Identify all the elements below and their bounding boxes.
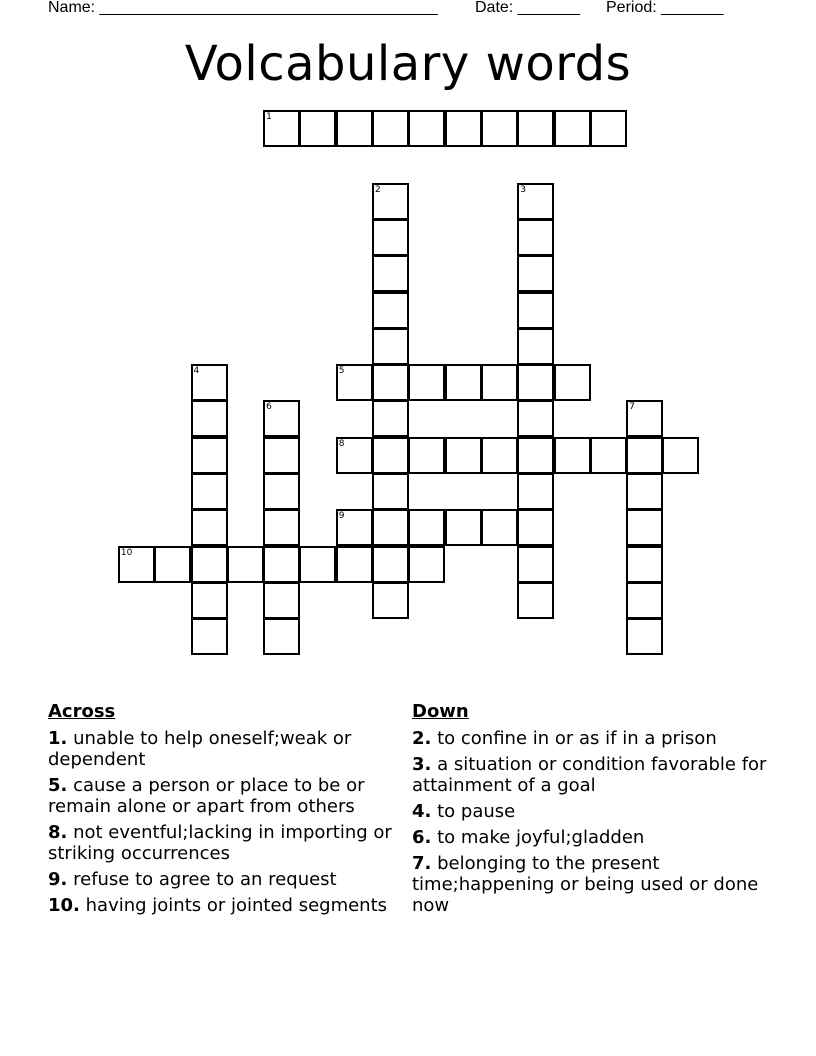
crossword-cell[interactable] bbox=[372, 364, 409, 401]
crossword-cell[interactable] bbox=[191, 473, 228, 510]
crossword-cell[interactable] bbox=[263, 509, 300, 546]
clue-text: to make joyful;gladden bbox=[437, 827, 645, 848]
clue-text: a situation or condition favorable for attainment of a goal bbox=[412, 754, 767, 796]
crossword-cell[interactable] bbox=[626, 582, 663, 619]
clue-text: unable to help oneself;weak or dependent bbox=[48, 728, 352, 770]
across-clue-8 bbox=[48, 822, 408, 864]
crossword-cell[interactable] bbox=[590, 110, 627, 147]
clue-number: 7. bbox=[412, 853, 432, 874]
across-clues bbox=[48, 700, 408, 921]
crossword-cell[interactable] bbox=[191, 582, 228, 619]
crossword-cell[interactable] bbox=[517, 328, 554, 365]
crossword-cell[interactable] bbox=[517, 400, 554, 437]
clue-text: to pause bbox=[437, 801, 516, 822]
cell-number: 10 bbox=[120, 547, 133, 558]
across-clue-1 bbox=[48, 728, 408, 770]
crossword-cell[interactable] bbox=[408, 110, 445, 147]
clue-number: 2. bbox=[412, 728, 432, 749]
crossword-cell[interactable] bbox=[372, 255, 409, 292]
crossword-cell[interactable] bbox=[263, 546, 300, 583]
crossword-cell[interactable] bbox=[299, 546, 336, 583]
crossword-cell[interactable] bbox=[554, 437, 591, 474]
crossword-cell[interactable] bbox=[191, 364, 228, 401]
crossword-cell[interactable] bbox=[445, 110, 482, 147]
crossword-cell[interactable] bbox=[554, 110, 591, 147]
crossword-cell[interactable] bbox=[517, 437, 554, 474]
crossword-cell[interactable] bbox=[372, 582, 409, 619]
down-heading: Down bbox=[412, 701, 469, 722]
crossword-cell[interactable] bbox=[517, 292, 554, 329]
across-clue-10 bbox=[48, 895, 408, 916]
down-clue-6 bbox=[412, 827, 772, 848]
crossword-cell[interactable] bbox=[118, 546, 155, 583]
crossword-cell[interactable] bbox=[445, 509, 482, 546]
crossword-cell[interactable] bbox=[299, 110, 336, 147]
cell-number: 2 bbox=[375, 184, 381, 195]
crossword-cell[interactable] bbox=[372, 110, 409, 147]
clue-number: 8. bbox=[48, 822, 68, 843]
across-clue-5 bbox=[48, 775, 408, 817]
crossword-cell[interactable] bbox=[191, 509, 228, 546]
period-field-label[interactable]: Period: _______ bbox=[606, 0, 724, 16]
crossword-cell[interactable] bbox=[626, 618, 663, 655]
clue-text: refuse to agree to an request bbox=[73, 869, 337, 890]
crossword-cell[interactable] bbox=[626, 473, 663, 510]
crossword-cell[interactable] bbox=[336, 110, 373, 147]
crossword-cell[interactable] bbox=[336, 546, 373, 583]
crossword-cell[interactable] bbox=[554, 364, 591, 401]
crossword-cell[interactable] bbox=[408, 509, 445, 546]
crossword-cell[interactable] bbox=[408, 437, 445, 474]
clue-number: 9. bbox=[48, 869, 68, 890]
cell-number: 8 bbox=[338, 438, 345, 449]
crossword-cell[interactable] bbox=[263, 618, 300, 655]
across-clue-9 bbox=[48, 869, 408, 890]
clue-number: 1. bbox=[48, 728, 68, 749]
crossword-cell[interactable] bbox=[263, 437, 300, 474]
crossword-cell[interactable] bbox=[336, 437, 373, 474]
clue-number: 10. bbox=[48, 895, 80, 916]
cell-number: 9 bbox=[338, 511, 345, 522]
crossword-cell[interactable] bbox=[191, 400, 228, 437]
down-clue-7 bbox=[412, 853, 772, 916]
cell-number: 6 bbox=[266, 402, 272, 413]
crossword-cell[interactable] bbox=[517, 473, 554, 510]
down-clue-2 bbox=[412, 728, 772, 749]
down-clue-4 bbox=[412, 801, 772, 822]
crossword-cell[interactable] bbox=[263, 110, 300, 147]
crossword-cell[interactable] bbox=[263, 400, 300, 437]
crossword-cell[interactable] bbox=[191, 618, 228, 655]
crossword-cell[interactable] bbox=[372, 437, 409, 474]
crossword-cell[interactable] bbox=[336, 509, 373, 546]
date-field-label[interactable]: Date: _______ bbox=[475, 0, 580, 16]
crossword-cell[interactable] bbox=[481, 364, 518, 401]
clue-text: not eventful;lacking in importing or striking occurrences bbox=[48, 822, 392, 864]
crossword-cell[interactable] bbox=[662, 437, 699, 474]
crossword-cell[interactable] bbox=[517, 255, 554, 292]
across-heading: Across bbox=[48, 701, 116, 722]
crossword-cell[interactable] bbox=[191, 437, 228, 474]
crossword-cell[interactable] bbox=[408, 546, 445, 583]
clue-text: to confine in or as if in a prison bbox=[437, 728, 717, 749]
crossword-cell[interactable] bbox=[626, 509, 663, 546]
name-field-label[interactable]: Name: ______________________________________ bbox=[48, 0, 438, 16]
cell-number: 5 bbox=[338, 366, 345, 377]
crossword-cell[interactable] bbox=[626, 437, 663, 474]
crossword-cell[interactable] bbox=[372, 473, 409, 510]
page-title: Volcabulary words bbox=[184, 36, 632, 92]
cell-number: 7 bbox=[629, 402, 635, 413]
crossword-cell[interactable] bbox=[372, 183, 409, 220]
crossword-cell[interactable] bbox=[517, 219, 554, 256]
crossword-cell[interactable] bbox=[336, 364, 373, 401]
crossword-cell[interactable] bbox=[517, 183, 554, 220]
crossword-cell[interactable] bbox=[191, 546, 228, 583]
crossword-cell[interactable] bbox=[263, 582, 300, 619]
clue-text: having joints or jointed segments bbox=[85, 895, 388, 916]
crossword-cell[interactable] bbox=[517, 509, 554, 546]
crossword-cell[interactable] bbox=[517, 110, 554, 147]
crossword-cell[interactable] bbox=[445, 364, 482, 401]
down-clues bbox=[412, 700, 772, 921]
crossword-cell[interactable] bbox=[626, 546, 663, 583]
crossword-cell[interactable] bbox=[372, 509, 409, 546]
cell-number: 1 bbox=[266, 112, 272, 122]
crossword-cell[interactable] bbox=[227, 546, 264, 583]
crossword-cell[interactable] bbox=[517, 546, 554, 583]
crossword-cell[interactable] bbox=[590, 437, 627, 474]
down-clue-3 bbox=[412, 754, 772, 796]
crossword-cell[interactable] bbox=[154, 546, 191, 583]
crossword-cell[interactable] bbox=[626, 400, 663, 437]
clue-number: 5. bbox=[48, 775, 68, 796]
crossword-cell[interactable] bbox=[517, 364, 554, 401]
crossword-cell[interactable] bbox=[372, 219, 409, 256]
crossword-cell[interactable] bbox=[372, 292, 409, 329]
cell-number: 4 bbox=[193, 366, 200, 377]
crossword-cell[interactable] bbox=[445, 437, 482, 474]
crossword-cell[interactable] bbox=[481, 110, 518, 147]
crossword-cell[interactable] bbox=[372, 546, 409, 583]
crossword-cell[interactable] bbox=[263, 473, 300, 510]
crossword-cell[interactable] bbox=[372, 400, 409, 437]
clue-number: 4. bbox=[412, 801, 432, 822]
clue-text: cause a person or place to be or remain alone or apart from others bbox=[48, 775, 365, 817]
clue-number: 6. bbox=[412, 827, 432, 848]
crossword-cell[interactable] bbox=[481, 437, 518, 474]
crossword-cell[interactable] bbox=[481, 509, 518, 546]
clue-number: 3. bbox=[412, 754, 432, 775]
cell-number: 3 bbox=[520, 184, 526, 195]
crossword-cell[interactable] bbox=[372, 328, 409, 365]
crossword-cell[interactable] bbox=[408, 364, 445, 401]
crossword-cell[interactable] bbox=[517, 582, 554, 619]
clue-text: belonging to the present time;happening or being used or done now bbox=[412, 853, 759, 916]
